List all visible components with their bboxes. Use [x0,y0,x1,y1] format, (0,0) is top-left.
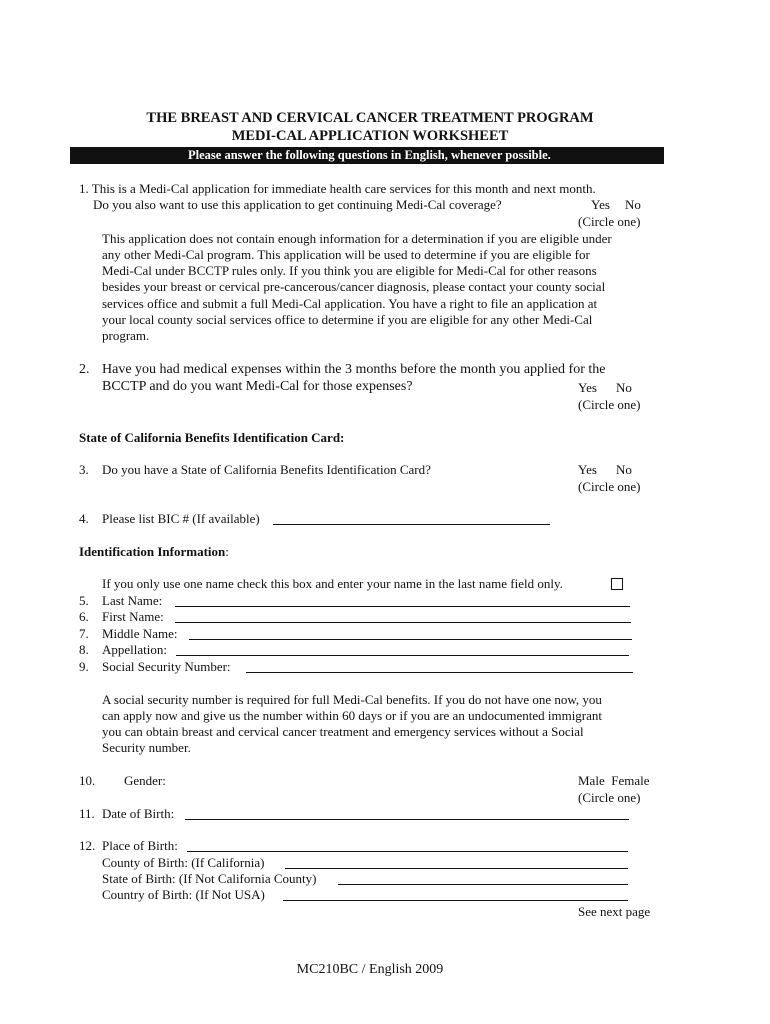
q1-line2: Do you also want to use this application to get continuing Medi-Cal coverage? [93,197,502,212]
q3-text: Do you have a State of California Benefits Identification Card? [102,462,431,477]
q2-yes-option[interactable]: Yes [578,380,597,395]
ssn-note-line: you can obtain breast and cervical cancer treatment and emergency services without a Social [102,724,584,739]
q4-label: Please list BIC # (If available) [102,511,260,526]
q2-line1: Have you had medical expenses within the 3 months before the month you applied for the [102,362,606,377]
middle-name-label: Middle Name: [102,626,178,641]
bic-section-heading: State of California Benefits Identification Card: [79,430,345,445]
state-of-birth-label: State of Birth: (If Not California County) [102,871,317,886]
q1-note-line: any other Medi-Cal program. This application will be used to determine if you are eligible for [102,247,590,262]
q3-circle-hint: (Circle one) [578,479,641,494]
ssn-note-line: A social security number is required for full Medi-Cal benefits. If you do not have one now, you [102,692,602,707]
ssn-note-line: can apply now and give us the number within 60 days or if you are an undocumented immigrant [102,708,603,723]
q2-line2: BCCTP and do you want Medi-Cal for those expenses? [102,379,413,394]
q12-number: 12. [79,838,96,853]
q1-yes-option[interactable]: Yes [591,197,610,212]
one-name-checkbox[interactable] [611,578,623,590]
form-id-footer: MC210BC / English 2009 [296,962,444,977]
gender-circle-hint: (Circle one) [578,790,641,805]
last-name-field[interactable] [175,606,630,607]
appellation-label: Appellation: [102,642,167,657]
country-of-birth-field[interactable] [283,900,628,901]
identification-heading-colon: : [225,544,229,559]
dob-field[interactable] [185,819,629,820]
form-title-line1: THE BREAST AND CERVICAL CANCER TREATMENT PROGRAM [146,110,594,126]
q1-circle-hint: (Circle one) [578,214,641,229]
q3-no-option[interactable]: No [616,462,632,477]
q1-note-line: Medi-Cal under BCCTP rules only. If you think you are eligible for Medi-Cal for other reasons [102,263,597,278]
form-title-line2: MEDI-CAL APPLICATION WORKSHEET [231,128,509,144]
instruction-banner [70,147,664,164]
first-name-field[interactable] [175,622,631,623]
field-number: 5. [79,593,89,608]
one-name-note: If you only use one name check this box and enter your name in the last name field only. [102,576,563,591]
q1-line1: 1. This is a Medi-Cal application for immediate health care services for this month and next month. [79,181,596,196]
q10-number: 10. [79,773,96,788]
first-name-label: First Name: [102,609,164,624]
see-next-page: See next page [578,904,651,919]
ssn-note-line: Security number. [102,740,191,755]
country-of-birth-label: Country of Birth: (If Not USA) [102,887,265,902]
field-number: 9. [79,659,89,674]
q4-number: 4. [79,511,89,526]
q1-note-line: This application does not contain enough information for a determination if you are eligible under [102,231,612,246]
q2-no-option[interactable]: No [616,380,632,395]
field-number: 8. [79,642,89,657]
field-number: 7. [79,626,89,641]
last-name-label: Last Name: [102,593,163,608]
dob-label: Date of Birth: [102,806,175,821]
ssn-field[interactable] [246,672,633,673]
gender-label: Gender: [124,773,166,788]
appellation-field[interactable] [176,655,629,656]
q2-number: 2. [79,362,90,377]
county-of-birth-field[interactable] [285,868,628,869]
ssn-label: Social Security Number: [102,659,231,674]
county-of-birth-label: County of Birth: (If California) [102,855,265,870]
bic-number-field[interactable] [273,524,550,525]
q1-note-line: services office and submit a full Medi-Cal application. You have a right to file an application at [102,296,598,311]
place-of-birth-label: Place of Birth: [102,838,178,853]
state-of-birth-field[interactable] [338,884,628,885]
q1-note-line: besides your breast or cervical pre-cancerous/cancer diagnosis, please contact your county social [102,279,606,294]
q3-yes-option[interactable]: Yes [578,462,597,477]
q1-note-line: program. [102,328,150,343]
q1-note-line: your local county social services office to determine if you are eligible for any other Medi-Cal [102,312,593,327]
q1-no-option[interactable]: No [625,197,641,212]
field-number: 6. [79,609,89,624]
banner-text: Please answer the following questions in English, whenever possible. [188,148,551,162]
identification-heading [79,544,229,560]
q2-circle-hint: (Circle one) [578,397,641,412]
gender-options[interactable]: Male Female [578,773,650,788]
place-of-birth-field[interactable] [187,851,628,852]
q11-number: 11. [79,806,95,821]
q3-number: 3. [79,462,89,477]
identification-heading-text: Identification Information [79,544,226,559]
middle-name-field[interactable] [189,639,632,640]
